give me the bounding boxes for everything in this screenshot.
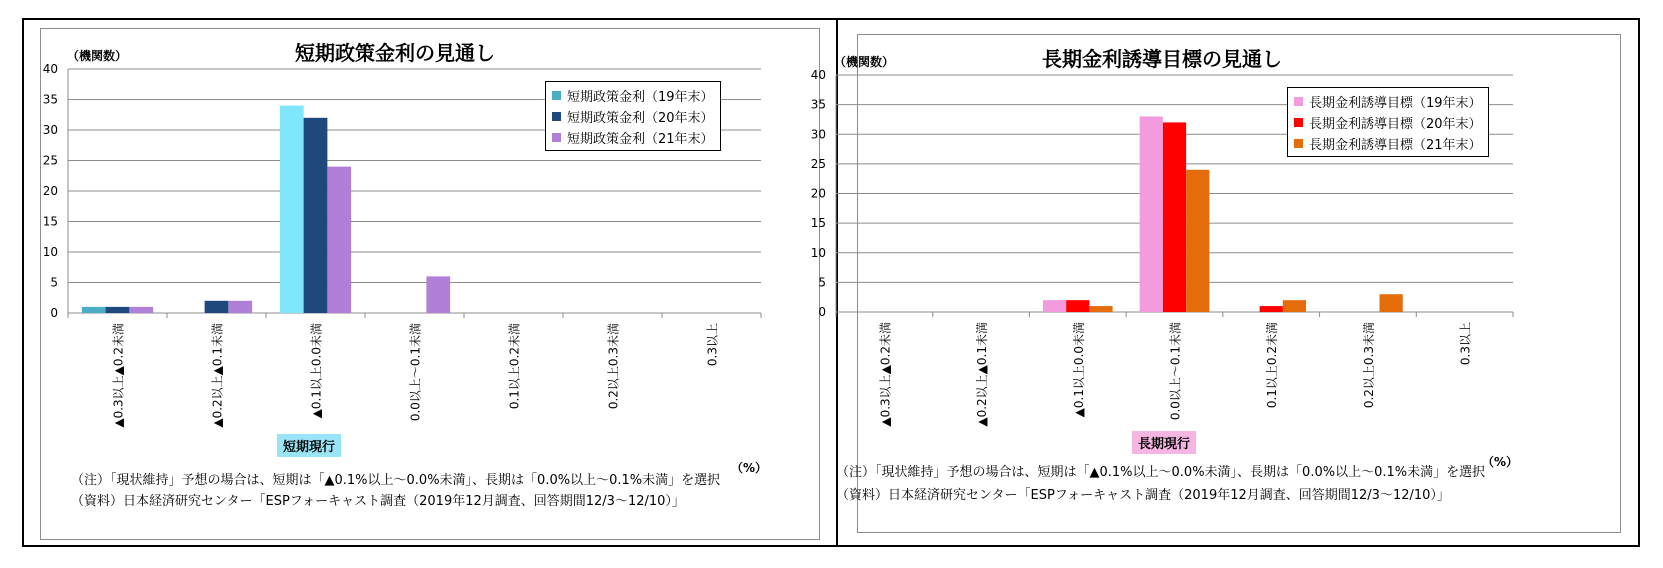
bar	[1089, 306, 1112, 312]
y-tick-label: 15	[810, 216, 826, 231]
unit-label: （%）	[731, 461, 768, 475]
y-axis-label: （機関数）	[834, 55, 895, 69]
y-tick-label: 10	[42, 245, 58, 259]
bar	[129, 307, 153, 313]
legend-entry	[552, 106, 714, 127]
chart-legend	[1287, 87, 1489, 157]
legend-swatch	[1294, 139, 1303, 148]
y-tick-label: 40	[42, 62, 58, 76]
bar	[327, 167, 351, 313]
short-term-rate-panel	[40, 28, 820, 540]
y-tick-label: 20	[810, 186, 826, 201]
current-level-label: 短期現行	[277, 434, 341, 457]
y-tick-label: 10	[810, 245, 826, 260]
y-tick-label: 35	[810, 97, 826, 112]
legend-entry	[552, 127, 714, 148]
legend-entry	[1294, 112, 1482, 133]
bar	[1066, 300, 1089, 312]
y-axis-label: （機関数）	[67, 49, 128, 63]
unit-label: （%）	[1482, 455, 1519, 469]
footnote-source: （資料）日本経済研究センター「ESPフォーキャスト調査（2019年12月調査、回答期間12/3～12/10）」	[836, 488, 1450, 503]
x-tick-label: 0.1以上0.2未満	[1265, 322, 1280, 409]
x-tick-label: 0.2以上0.3未満	[1361, 322, 1376, 409]
bar	[1380, 294, 1403, 312]
legend-label: 長期金利誘導目標（21年末）	[1309, 138, 1482, 153]
bar	[1163, 122, 1186, 312]
y-tick-label: 0	[50, 306, 58, 320]
legend-label: 短期政策金利（20年末）	[567, 111, 714, 126]
y-tick-label: 5	[50, 275, 58, 290]
y-tick-label: 25	[810, 156, 826, 171]
bar	[1043, 300, 1066, 312]
legend-label: 短期政策金利（21年末）	[567, 132, 714, 147]
chart-title: 長期金利誘導目標の見通し	[1042, 47, 1282, 71]
legend-swatch	[1294, 118, 1303, 127]
bar	[304, 118, 328, 313]
y-tick-label: 40	[810, 68, 826, 82]
legend-swatch	[552, 91, 561, 100]
long-term-rate-panel	[810, 34, 1621, 533]
y-tick-label: 0	[818, 305, 826, 319]
legend-label: 長期金利誘導目標（19年末）	[1309, 96, 1482, 111]
x-tick-label: 0.2以上0.3未満	[606, 323, 621, 410]
bar	[280, 106, 304, 313]
y-tick-label: 20	[42, 184, 58, 198]
bar	[1283, 300, 1306, 312]
footnote-note: （注）「現状維持」予想の場合は、短期は「▲0.1%以上～0.0%未満」、長期は「0.0%以上～0.1%未満」を選択	[71, 473, 721, 488]
x-tick-label: 0.3以上	[705, 323, 720, 367]
legend-swatch	[1294, 97, 1303, 106]
bar	[1186, 170, 1209, 312]
bar	[1260, 306, 1283, 312]
y-tick-label: 25	[42, 153, 58, 168]
legend-swatch	[552, 112, 561, 121]
bar	[426, 276, 450, 313]
x-tick-label: ▲0.2以上▲0.1未満	[975, 322, 990, 427]
footnote-note: （注）「現状維持」予想の場合は、短期は「▲0.1%以上～0.0%未満」、長期は「0.0%以上～0.1%未満」を選択	[836, 465, 1486, 480]
bar	[205, 301, 229, 313]
bar	[228, 301, 252, 313]
chart-legend	[545, 81, 721, 151]
bar	[82, 307, 106, 313]
x-tick-label: ▲0.3以上▲0.2未満	[878, 322, 893, 427]
legend-label: 長期金利誘導目標（20年末）	[1309, 117, 1482, 132]
current-level-label: 長期現行	[1132, 431, 1196, 454]
x-tick-label: 0.0以上～0.1未満	[408, 323, 423, 422]
x-tick-label: ▲0.2以上▲0.1未満	[210, 323, 225, 428]
y-tick-label: 35	[42, 92, 58, 107]
legend-entry	[1294, 91, 1482, 112]
x-tick-label: 0.3以上	[1458, 322, 1473, 366]
bar	[1140, 116, 1163, 312]
y-tick-label: 30	[42, 123, 58, 137]
x-tick-label: 0.1以上0.2未満	[507, 323, 522, 410]
y-tick-label: 15	[42, 214, 58, 229]
x-tick-label: ▲0.1以上0.0未満	[1071, 322, 1086, 418]
footnote-source: （資料）日本経済研究センター「ESPフォーキャスト調査（2019年12月調査、回答期間12/3～12/10）」	[71, 494, 685, 509]
x-tick-label: ▲0.3以上▲0.2未満	[111, 323, 126, 428]
legend-entry	[1294, 133, 1482, 154]
y-tick-label: 30	[810, 127, 826, 142]
legend-swatch	[552, 133, 561, 142]
bar	[106, 307, 130, 313]
legend-entry	[552, 85, 714, 106]
x-tick-label: ▲0.1以上0.0未満	[309, 323, 324, 419]
x-tick-label: 0.0以上～0.1未満	[1168, 322, 1183, 421]
y-tick-label: 5	[818, 275, 826, 290]
chart-title: 短期政策金利の見通し	[295, 41, 495, 65]
legend-label: 短期政策金利（19年末）	[567, 90, 714, 105]
